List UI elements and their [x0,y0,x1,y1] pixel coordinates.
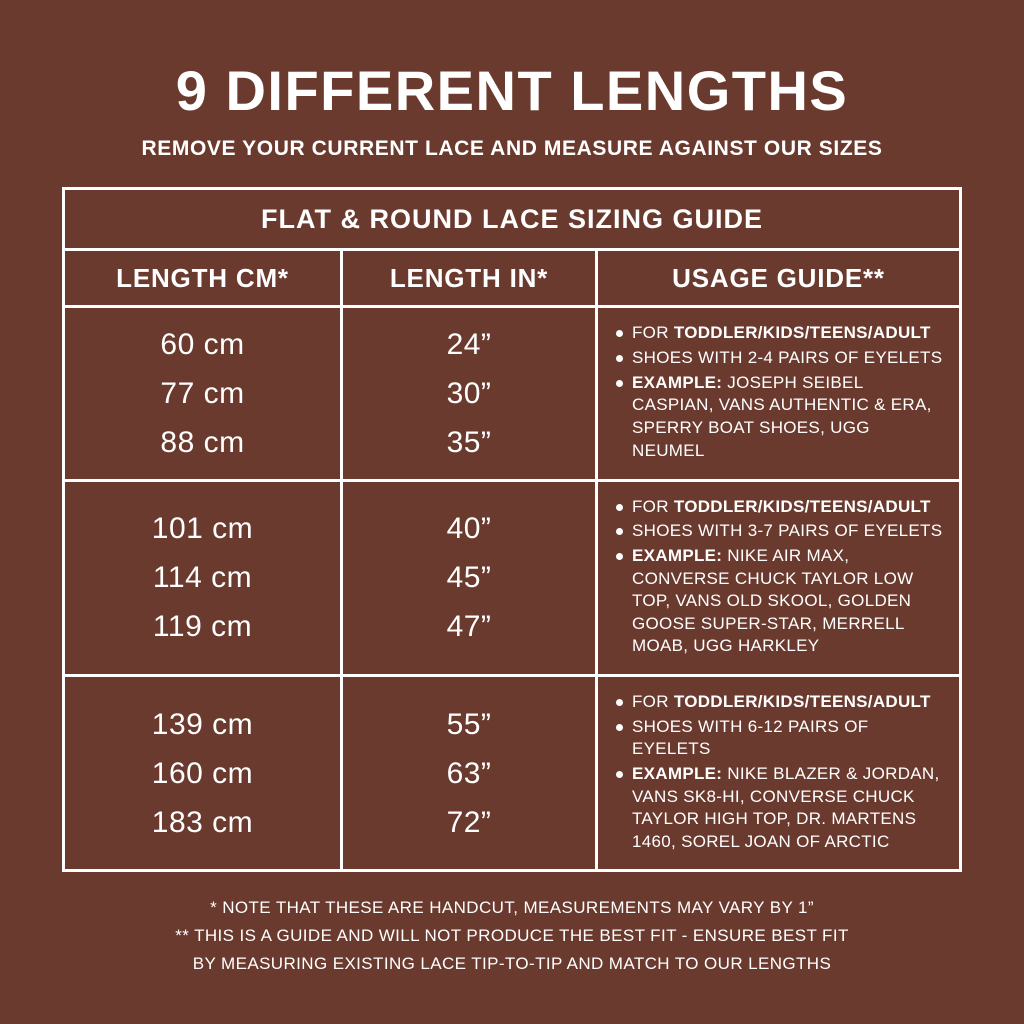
list-item [616,545,943,658]
bullet-dot-icon [616,724,623,731]
column-header-usage-guide: USAGE GUIDE** [672,262,885,293]
cell-length-in [343,482,598,674]
length-cm-value: 77 cm [160,376,245,410]
table-row [65,677,959,869]
length-in-value: 63” [446,756,492,790]
footnote-line: ** THIS IS A GUIDE AND WILL NOT PRODUCE THE BEST FIT - ENSURE BEST FIT [175,926,849,946]
table-title: FLAT & ROUND LACE SIZING GUIDE [65,190,959,251]
usage-text: FOR TODDLER/KIDS/TEENS/ADULT [632,692,931,712]
usage-text: EXAMPLE: JOSEPH SEIBEL CASPIAN, VANS AUTHENTIC & ERA, SPERRY BOAT SHOES, UGG NEUMEL [632,372,932,460]
list-item [616,520,943,543]
footnote-line: BY MEASURING EXISTING LACE TIP-TO-TIP AND MATCH TO OUR LENGTHS [192,954,832,974]
footnote-line: * NOTE THAT THESE ARE HANDCUT, MEASUREMENTS MAY VARY BY 1” [210,898,814,918]
length-cm-value: 88 cm [160,425,245,459]
table-row [65,482,959,677]
cell-length-in [343,308,598,479]
cell-length-cm [65,308,343,479]
bullet-dot-icon [616,553,623,560]
footnotes [175,894,849,978]
length-cm-value: 119 cm [152,610,253,644]
list-item [616,372,943,462]
cell-length-cm [65,677,343,869]
usage-text: EXAMPLE: NIKE AIR MAX, CONVERSE CHUCK TAYLOR LOW TOP, VANS OLD SKOOL, GOLDEN GOOSE SUPER-STAR, MERRELL MOAB, UGG HARKLEY [632,546,914,656]
usage-text: EXAMPLE: NIKE BLAZER & JORDAN, VANS SK8-HI, CONVERSE CHUCK TAYLOR HIGH TOP, DR. MARTENS 1460, SOREL JOAN OF ARCTIC [632,763,940,851]
length-in-value: 30” [446,376,492,410]
cell-length-cm [65,482,343,674]
bullet-dot-icon [616,528,623,535]
list-item [616,496,943,519]
bullet-dot-icon [616,771,623,778]
column-header-length-cm: LENGTH CM* [65,251,343,305]
list-item [616,347,943,370]
table-row [65,308,959,482]
length-cm-value: 101 cm [151,512,254,546]
cell-usage-guide [598,308,959,479]
cell-usage-guide [598,482,959,674]
column-header-length-in: LENGTH IN* [343,251,598,305]
length-cm-value: 160 cm [151,756,254,790]
list-item [616,716,943,761]
usage-text: SHOES WITH 3-7 PAIRS OF EYELETS [632,521,943,541]
table-header-row [65,251,959,308]
page-subtitle: REMOVE YOUR CURRENT LACE AND MEASURE AGAINST OUR SIZES [141,136,883,160]
bullet-dot-icon [616,355,623,362]
bullet-dot-icon [616,699,623,706]
length-in-value: 55” [446,707,492,741]
list-item [616,322,943,345]
length-cm-value: 183 cm [151,805,254,839]
length-cm-value: 114 cm [152,561,253,595]
length-in-value: 40” [446,512,492,546]
length-in-value: 72” [446,805,492,839]
bullet-dot-icon [616,330,623,337]
list-item [616,691,943,714]
usage-text: FOR TODDLER/KIDS/TEENS/ADULT [632,496,931,516]
usage-text: SHOES WITH 2-4 PAIRS OF EYELETS [632,348,943,368]
length-cm-value: 139 cm [151,707,254,741]
cell-usage-guide [598,677,959,869]
length-cm-value: 60 cm [160,327,245,361]
length-in-value: 47” [446,610,492,644]
sizing-table [62,187,962,873]
usage-text: SHOES WITH 6-12 PAIRS OF EYELETS [632,716,869,759]
length-in-value: 45” [446,561,492,595]
list-item [616,763,943,853]
cell-length-in [343,677,598,869]
bullet-dot-icon [616,380,623,387]
page-title: 9 DIFFERENT LENGTHS [175,59,849,122]
bullet-dot-icon [616,504,623,511]
usage-text: FOR TODDLER/KIDS/TEENS/ADULT [632,323,931,343]
length-in-value: 24” [446,327,492,361]
length-in-value: 35” [446,425,492,459]
